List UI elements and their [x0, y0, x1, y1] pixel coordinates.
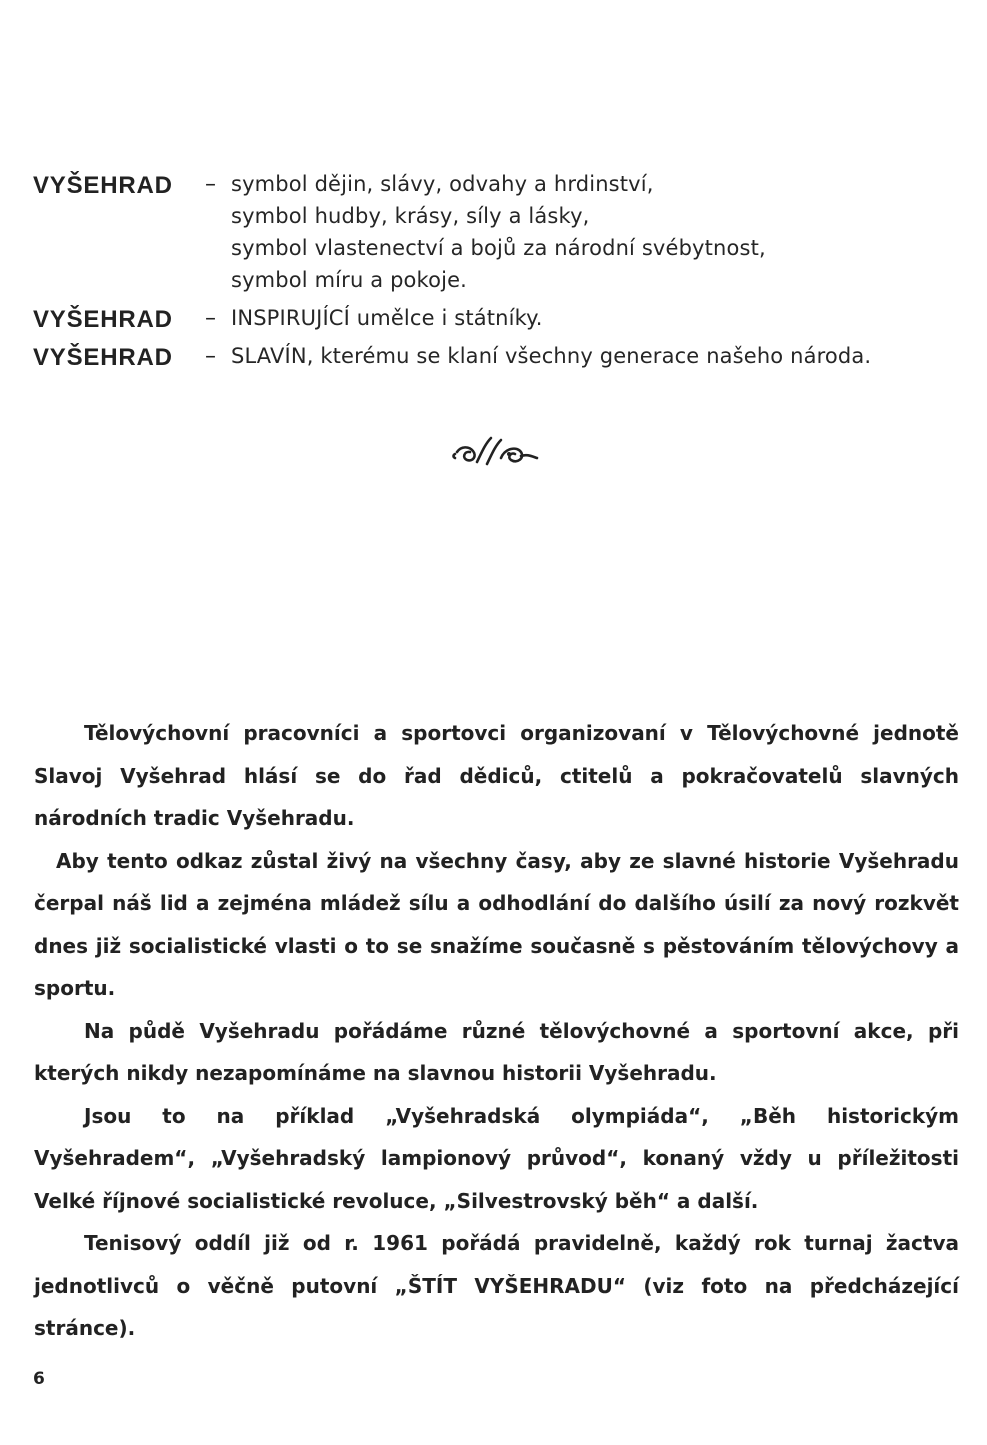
definition-entry — [33, 168, 973, 200]
page-number: 6 — [33, 1369, 45, 1389]
body-text — [34, 712, 959, 1350]
definition-line: symbol hudby, krásy, síly a lásky, — [231, 204, 590, 228]
definition-dash: – — [205, 306, 216, 331]
definition-entry — [33, 302, 973, 334]
paragraph: Tělovýchovní pracovníci a sportovci organizovaní v Tělovýchovné jednotě Slavoj Vyšehrad hlásí se do řad dědiců, ctitelů a pokračovatelů slavných národních tradic Vyšehradu. — [34, 721, 959, 830]
definition-list — [33, 168, 973, 372]
definition-continuation — [33, 232, 973, 264]
definition-line: symbol míru a pokoje. — [231, 268, 467, 292]
definition-dash: – — [205, 172, 216, 197]
definition-term: VYŠEHRAD — [33, 172, 173, 199]
definition-line: symbol vlastenectví a bojů za národní svébytnost, — [231, 236, 766, 260]
definition-continuation — [33, 264, 973, 296]
paragraph: Jsou to na příklad „Vyšehradská olympiáda“, „Běh historickým Vyšehradem“, „Vyšehradský lampionový průvod“, konaný vždy u příležitosti Velké říjnové socialistické revoluce, „Silvestrovský běh“ a další. — [34, 1103, 959, 1213]
definition-entry — [33, 340, 973, 372]
definition-line: symbol dějin, slávy, odvahy a hrdinství, — [231, 172, 654, 196]
definition-line: SLAVÍN, kterému se klaní všechny generace našeho národa. — [231, 344, 872, 368]
floral-ornament-icon — [451, 432, 541, 472]
paragraph: Aby tento odkaz zůstal živý na všechny časy, aby ze slavné historie Vyšehradu čerpal náš lid a zejména mládež sílu a odhodlání do dalšího úsilí za nový rozkvět dnes již socialistické vlasti o to se snažíme současně s pěstováním tělovýchovy a sportu. — [34, 848, 959, 1000]
definition-term: VYŠEHRAD — [33, 344, 173, 371]
definition-dash: – — [205, 344, 216, 369]
paragraph: Tenisový oddíl již od r. 1961 pořádá pravidelně, každý rok turnaj žactva jednotlivců o věčně putovní „ŠTÍT VYŠEHRADU“ (viz foto na předcházející stránce). — [34, 1231, 959, 1340]
definition-line: INSPIRUJÍCÍ umělce i státníky. — [231, 306, 543, 330]
definition-term: VYŠEHRAD — [33, 306, 173, 333]
paragraph: Na půdě Vyšehradu pořádáme různé tělovýchovné a sportovní akce, při kterých nikdy nezapomínáme na slavnou historii Vyšehradu. — [34, 1018, 959, 1085]
definition-continuation — [33, 200, 973, 232]
